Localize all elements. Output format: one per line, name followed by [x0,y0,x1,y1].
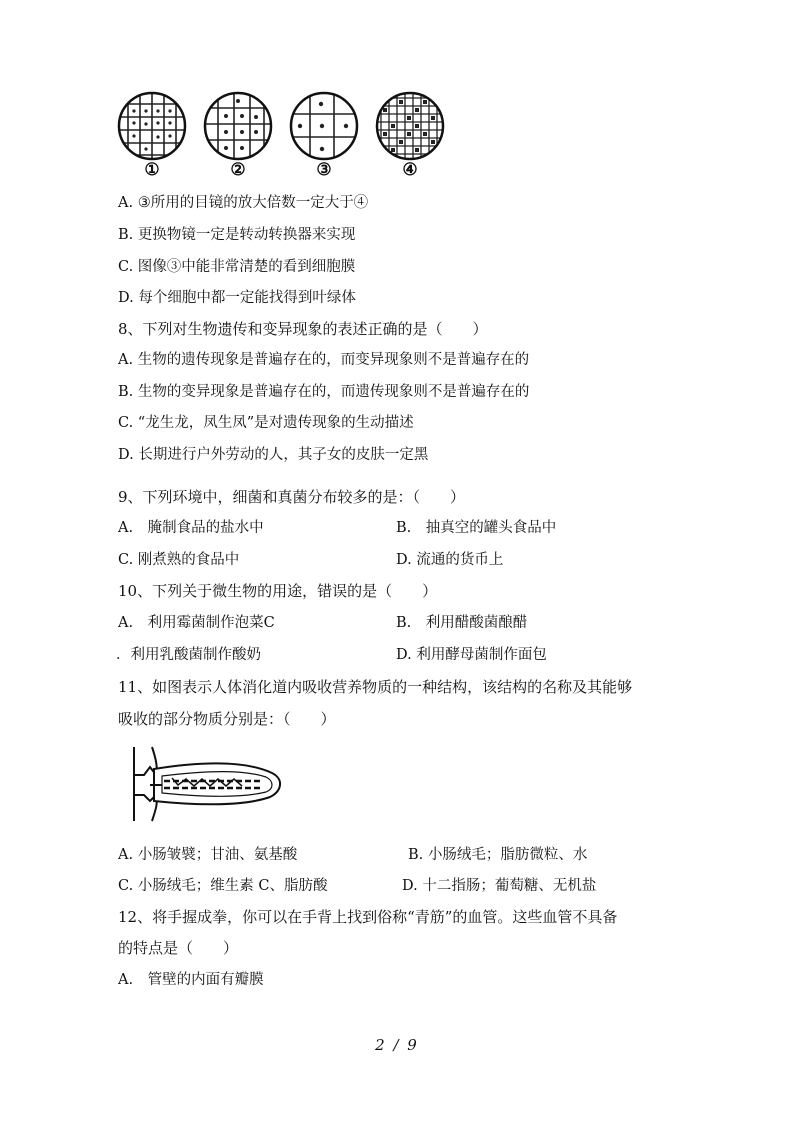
q8-option-d: D. 长期进行户外劳动的人，其子女的皮肤一定黑 [118,447,429,463]
field-2-image [202,90,274,185]
field-3-image [288,90,360,185]
q10-stem: 10、下列关于微生物的用途，错误的是（ ） [118,582,438,600]
field-2-label: ② [230,160,246,180]
q8-option-a: A. 生物的遗传现象是普遍存在的，而变异现象则不是普遍存在的 [118,352,530,368]
field-4-label: ④ [402,160,418,180]
q10-option-c: ．利用乳酸菌制作酸奶 [116,647,261,663]
q8-option-c: C. “龙生龙，凤生凤”是对遗传现象的生动描述 [118,415,414,431]
q9-stem: 9、下列环境中，细菌和真菌分布较多的是：（ ） [118,488,466,506]
q9-option-b: B. 抽真空的罐头食品中 [396,520,557,536]
q7-option-b: B. 更换物镜一定是转动转换器来实现 [118,227,356,243]
page-number: 2 / 9 [375,1036,419,1054]
field-4-image [374,90,446,185]
q10-option-d: D. 利用酵母菌制作面包 [396,647,547,663]
q7-option-c: C. 图像③中能非常清楚的看到细胞膜 [118,259,356,275]
q11-stem-line2: 吸收的部分物质分别是：（ ） [118,710,336,728]
q11-option-a: A. 小肠皱襞；甘油、氨基酸 [118,847,298,863]
q11-stem-line1: 11、如图表示人体消化道内吸收营养物质的一种结构，该结构的名称及其能够 [118,678,633,696]
q7-option-a: A. ③所用的目镜的放大倍数一定大于④ [118,195,369,211]
q9-option-a: A. 腌制食品的盐水中 [118,520,264,536]
q9-option-c: C. 刚煮熟的食品中 [118,552,240,568]
q12-stem-line1: 12、将手握成拳，你可以在手背上找到俗称“青筋”的血管。这些血管不具备 [118,908,618,926]
q8-option-b: B. 生物的变异现象是普遍存在的，而遗传现象则不是普遍存在的 [118,384,530,400]
q8-stem: 8、下列对生物遗传和变异现象的表述正确的是（ ） [118,320,488,338]
field-1-image [116,90,188,185]
q11-option-b: B. 小肠绒毛；脂肪微粒、水 [408,847,588,863]
intestinal-villus-image [132,745,282,823]
microscope-figure [116,90,446,185]
q10-option-b: B. 利用醋酸菌酿醋 [396,615,528,631]
q9-option-d: D. 流通的货币上 [396,552,504,568]
q7-option-d: D. 每个细胞中都一定能找得到叶绿体 [118,290,356,306]
q11-option-c: C. 小肠绒毛；维生素 C、脂肪酸 [118,878,328,894]
field-1-label: ① [144,160,160,180]
q12-stem-line2: 的特点是（ ） [118,939,239,957]
q12-option-a: A. 管壁的内面有瓣膜 [118,972,264,988]
q10-option-a: A. 利用霉菌制作泡菜C [118,615,275,631]
field-3-label: ③ [316,160,332,180]
q11-option-d: D. 十二指肠；葡萄糖、无机盐 [402,878,597,894]
